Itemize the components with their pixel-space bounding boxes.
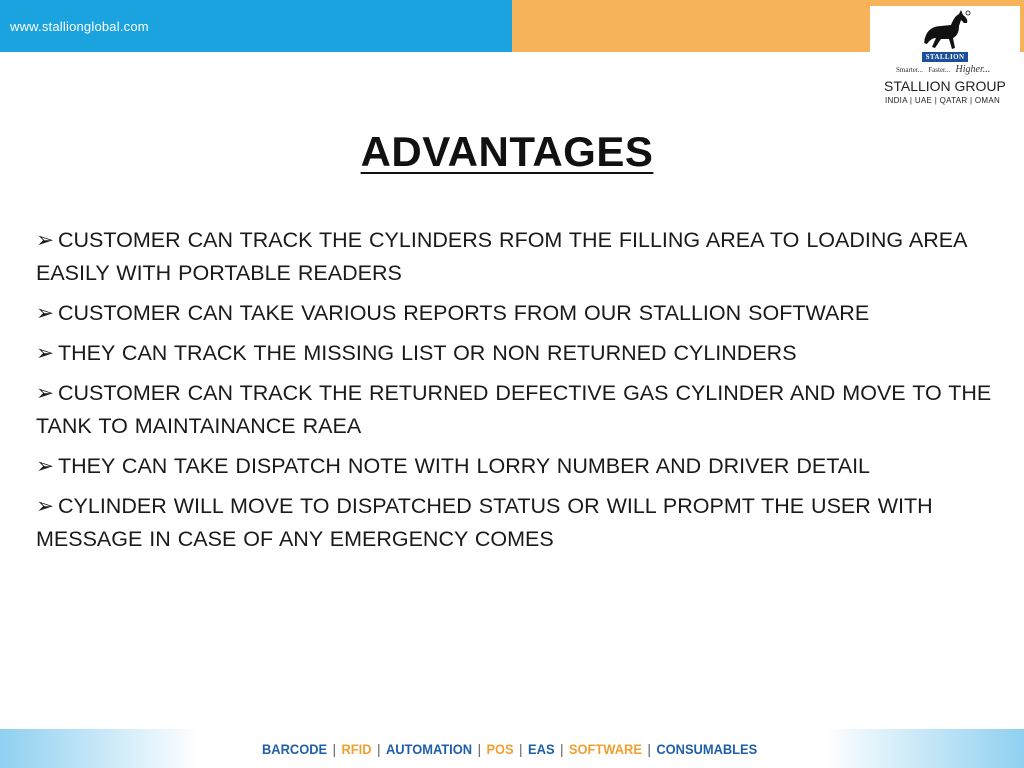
footer-separator: | (519, 741, 523, 757)
footer-item-software: SOFTWARE (568, 741, 642, 757)
slide-title: ADVANTAGES (360, 128, 654, 175)
bullet-item (36, 377, 996, 443)
bullet-item (36, 224, 996, 290)
stallion-logo (870, 6, 1020, 110)
footer-item-pos: POS (486, 741, 514, 757)
footer-banner (0, 729, 1024, 768)
arrow-bullet-icon: ➢ (36, 301, 55, 325)
tagline-smarter: Smarter... (896, 66, 924, 74)
horse-icon (917, 8, 971, 52)
brand-box: STALLION (922, 52, 968, 62)
arrow-bullet-icon: ➢ (36, 341, 55, 365)
bullet-text: CYLINDER WILL MOVE TO DISPATCHED STATUS OR WILL PROPMT THE USER WITH MESSAGE IN CASE OF ANY EMERGENCY COMES (36, 494, 933, 551)
footer-separator: | (332, 741, 336, 757)
footer-separator: | (560, 741, 564, 757)
arrow-bullet-icon: ➢ (36, 494, 55, 518)
arrow-bullet-icon: ➢ (36, 228, 55, 252)
footer-item-automation: AUTOMATION (385, 741, 473, 757)
footer-separator: | (477, 741, 481, 757)
bullet-text: THEY CAN TRACK THE MISSING LIST OR NON RETURNED CYLINDERS (58, 341, 797, 365)
logo-tagline (896, 64, 1008, 75)
arrow-bullet-icon: ➢ (36, 454, 55, 478)
slide-title-wrap (0, 128, 1014, 176)
footer-item-eas: EAS (528, 741, 555, 757)
registered-mark-icon (966, 11, 970, 15)
footer-item-rfid: RFID (341, 741, 372, 757)
website-url: www.stallionglobal.com (10, 19, 149, 34)
arrow-bullet-icon: ➢ (36, 381, 55, 405)
footer-separator: | (647, 741, 651, 757)
tagline-higher: Higher... (955, 64, 991, 75)
footer-gradient-left (0, 729, 200, 768)
tagline-faster: Faster... (928, 66, 951, 74)
bullet-item (36, 337, 996, 370)
footer-services (262, 741, 757, 757)
footer-gradient-right (824, 729, 1024, 768)
footer-item-barcode: BARCODE (262, 741, 328, 757)
bullet-item (36, 490, 996, 556)
group-countries: INDIA | UAE | QATAR | OMAN (885, 96, 1001, 105)
bullet-text: CUSTOMER CAN TRACK THE CYLINDERS RFOM THE FILLING AREA TO LOADING AREA EASILY WITH PORTABLE READERS (36, 228, 967, 285)
bullet-text: CUSTOMER CAN TRACK THE RETURNED DEFECTIVE GAS CYLINDER AND MOVE TO THE TANK TO MAINTAINANCE RAEA (36, 381, 992, 438)
footer-separator: | (377, 741, 381, 757)
bullet-list (36, 224, 996, 563)
bullet-item (36, 297, 996, 330)
group-name: STALLION GROUP (884, 78, 1006, 94)
bullet-text: THEY CAN TAKE DISPATCH NOTE WITH LORRY NUMBER AND DRIVER DETAIL (58, 454, 870, 478)
bullet-text: CUSTOMER CAN TAKE VARIOUS REPORTS FROM OUR STALLION SOFTWARE (58, 301, 870, 325)
bullet-item (36, 450, 996, 483)
footer-item-consumables: CONSUMABLES (656, 741, 758, 757)
